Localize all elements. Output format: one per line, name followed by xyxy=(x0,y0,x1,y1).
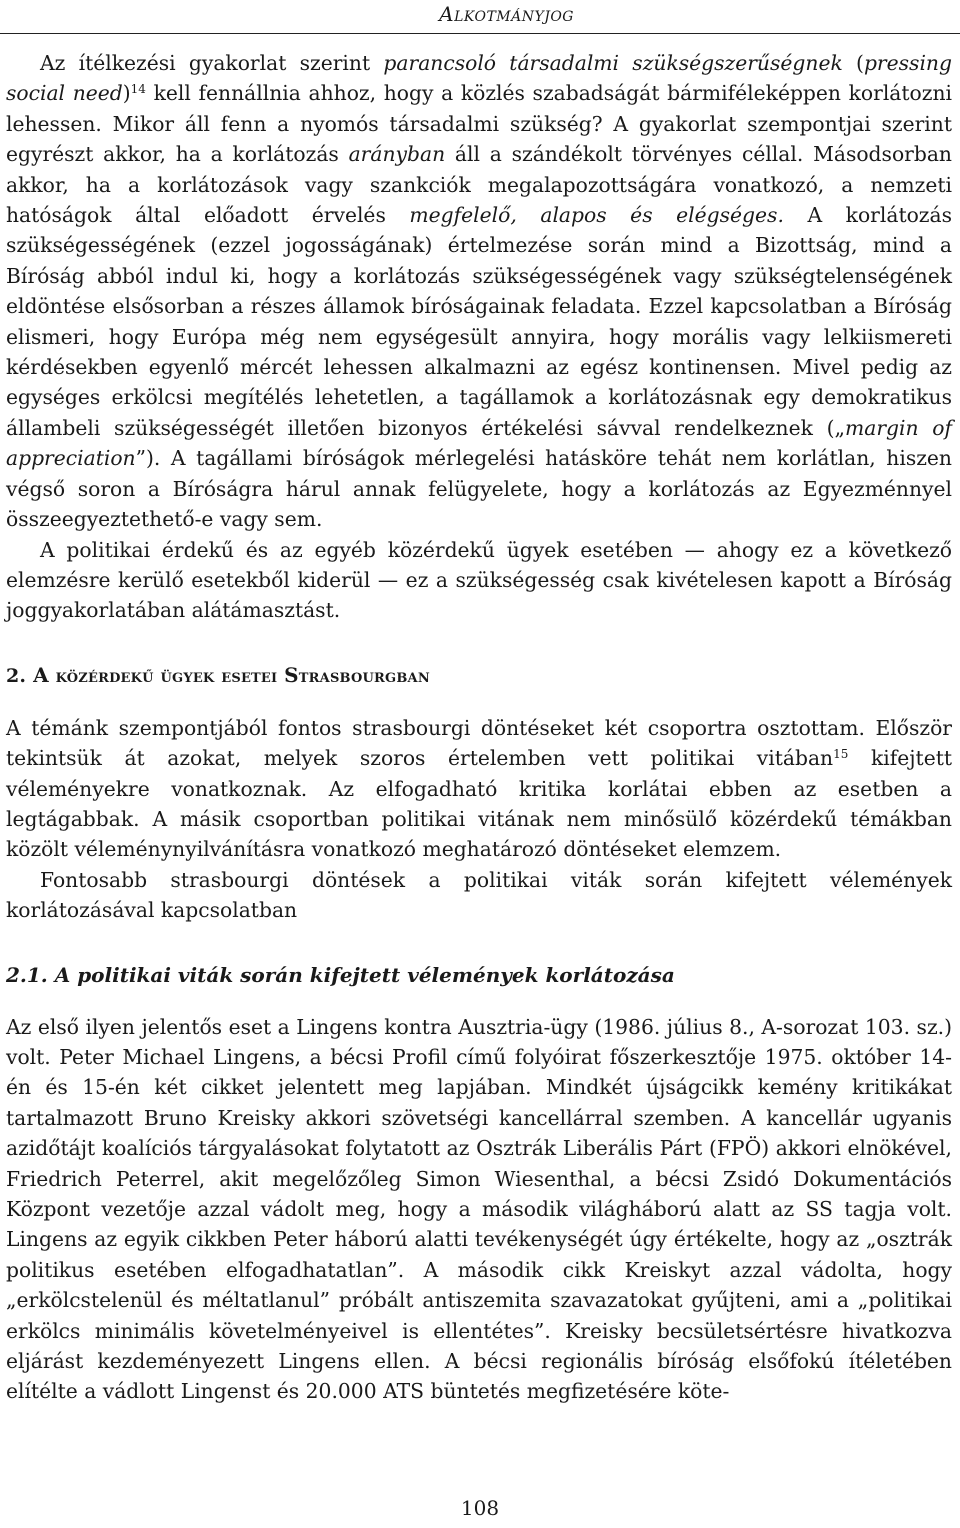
text-run: kifejtett véleményekre vonatkoznak. Az elfogadható kritika korlátai ebben az esetben a legtágabbak. A másik csoportban politikai vitának nem minősülő közérdekű témákban közölt véleménynyilvánításra vonatkozó meghatározó döntéseket elemzem. xyxy=(6,746,953,862)
paragraph-section21-1: Az első ilyen jelentős eset a Lingens kontra Ausztria-ügy (1986. július 8., A-sorozat 103. sz.) volt. Peter Michael Lingens, a bécsi Profil című folyóirat főszerkesztője 1975. október 14-én és 15-én két cikket jelentett meg lapjában. Mindkét újságcikk kemény kritikákat tartalmazott Bruno Kreisky akkori szövetségi kancellárral szemben. A kancellár ugyanis azidőtájt koalíciós tárgyalásokat folytatott az Osztrák Liberális Párt (FPÖ) akkori elnökével, Friedrich Peterrel, akit megelőzőleg Simon Wiesenthal, a bécsi Zsidó Dokumentációs Központ vezetője azzal vádolt meg, hogy a második világháború alatt az SS tagja volt. Lingens az egyik cikkben Peter háború alatti tevékenységét úgy értékelte, hogy az „osztrák politikus esetében elfogadhatatlan”. A második cikk Kreiskyt azzal vádolta, hogy „erkölcstelenül és méltatlanul” próbált antiszemita szavazatokat gyűjteni, ami a „politikai erkölcs minimális követelményeivel is ellentétes”. Kreisky becsületsértésre hivatkozva eljárást kezdeményezett Lingens ellen. A bécsi regionális bíróság elsőfokú ítéletében elítélte a vádlott Lingenst és 20.000 ATS büntetés megfizetésére köte- xyxy=(6,1014,952,1404)
italic-term: margin of appreciation xyxy=(6,415,952,471)
text-run: ) xyxy=(122,81,131,106)
page-number: 108 xyxy=(460,1496,500,1520)
running-header xyxy=(0,0,960,34)
text-run: áll a szándékolt törvényes céllal. Másodsorban akkor, ha a korlátozások vagy szankciók megalapozottságára vonatkozó, a nemzeti hatóságok által előadott érvelés xyxy=(6,142,952,228)
text-run: kell fennállnia ahhoz, hogy a közlés szabadságát bármiféleképpen korlátozni lehessen. Mikor áll fenn a nyomós társadalmi szükség? A gyakorlat szempontjai szerint egyrészt akkor, ha a korlátozás xyxy=(6,81,952,167)
paragraph-section2-2: Fontosabb strasbourgi döntések a politikai viták során kifejtett vélemények korlátozásával kapcsolatban xyxy=(6,867,952,923)
spacer xyxy=(6,990,952,1012)
italic-term: parancsoló társadalmi szükségszerűségnek xyxy=(383,51,843,75)
italic-term: pressing social need xyxy=(6,51,952,106)
section-heading-2-1: 2.1. A politikai viták során kifejtett vélemények korlátozása xyxy=(6,962,675,987)
text-run: A korlátozás szükségességének (ezzel jogosságának) értelmezése során mind a Bizottság, mind a Bíróság abból indul ki, hogy a korlátozás szükségességének vagy szükségtelenségének eldöntése elsősorban a részes államok bíróságainak feladata. Ezzel kapcsolatban a Bíróság elismeri, hogy Európa még nem egységesült annyira, hogy morális vagy lelkiismereti kérdésekben egyenlő mércét lehessen alkalmazni az egész kontinensen. Mivel pedig az egységes erkölcsi megítélés lehetetlen, a tagállamok a korlátozásnak egy demokratikus állambeli szükségességét illetően bizonyos értékelési sávval rendelkeznek („ xyxy=(6,203,952,440)
italic-term: megfelelő, alapos és elégséges. xyxy=(409,203,784,228)
text-run: Az ítélkezési gyakorlat szerint xyxy=(40,51,384,75)
heading-run: trasbourgban xyxy=(298,664,430,687)
running-header-title: Alkotmányjog xyxy=(439,2,574,26)
spacer xyxy=(6,926,952,960)
footnote-ref-14[interactable]: 14 xyxy=(130,82,146,97)
paragraph-intro-2: A politikai érdekű és az egyéb közérdekű ügyek esetében — ahogy ez a következő elemzésre kerülő esetekből kiderül — ez a szükségesség csak kivételesen kapott a Bíróság joggyakorlatában alátámasztást. xyxy=(6,537,952,623)
spacer xyxy=(6,626,952,660)
section-number: 2. xyxy=(6,664,34,687)
footnote-ref-15[interactable]: 15 xyxy=(833,747,849,762)
heading-run: A xyxy=(33,662,49,687)
heading-run: közérdekű ügyek esetei xyxy=(48,664,285,687)
text-run: ”). A tagállami bíróságok mérlegelési hatásköre tehát nem korlátlan, hiszen végső soron a Bíróságra hárul annak felügyelete, hogy a korlátozás az Egyezménnyel összeegyeztethető-e vagy sem. xyxy=(6,446,952,532)
document-body xyxy=(6,48,952,1407)
header-rule xyxy=(0,33,960,34)
italic-term: arányban xyxy=(348,142,446,167)
section-heading-2 xyxy=(6,660,952,691)
text-run: ( xyxy=(842,51,864,75)
spacer xyxy=(6,691,952,713)
paragraph-section2-1 xyxy=(6,713,952,865)
text-run: A témánk szempontjából fontos strasbourgi döntéseket két csoportra osztottam. Először tekintsük át azokat, melyek szoros értelemben vett politikai vitában xyxy=(6,715,952,771)
paragraph-intro-1 xyxy=(6,48,952,535)
heading-run: S xyxy=(284,662,299,687)
